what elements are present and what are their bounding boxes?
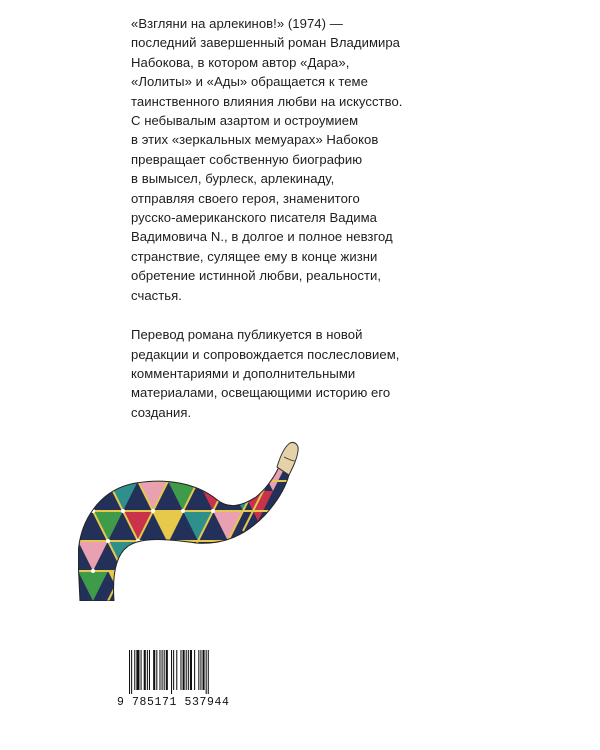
text-line: редакции и сопровождается послесловием, (131, 346, 400, 362)
text-line: отправляя своего героя, знаменитого (131, 190, 360, 206)
text-line: С небывалым азартом и остроумием (131, 113, 359, 129)
text-line: счастья. (131, 287, 182, 303)
description-text (131, 14, 441, 422)
text-line: странствие, сулящее ему в конце жизни (131, 248, 378, 264)
harlequin-leg-illustration (78, 441, 310, 601)
paragraph-2 (131, 325, 441, 422)
tights-pattern (78, 441, 310, 601)
text-line: последний завершенный роман Владимира (131, 35, 401, 51)
text-line: таинственного влияния любви на искусство. (131, 93, 403, 109)
text-line: Набокова, в котором автор «Дара», (131, 54, 350, 70)
paragraph-gap (131, 305, 441, 325)
text-line: материалами, освещающими историю его (131, 385, 391, 401)
text-line: обретение истинной любви, реальности, (131, 268, 382, 284)
text-line: русско-американского писателя Вадима (131, 210, 378, 226)
isbn-barcode (117, 650, 249, 740)
isbn-number: 9 785171 537944 (117, 696, 230, 709)
text-line: Вадимовича N., в долгое и полное невзгод (131, 229, 393, 245)
text-line: «Взгляни на арлекинов!» (1974) — (131, 16, 343, 31)
text-line: в вымысел, бурлеск, арлекинаду, (131, 171, 335, 187)
barcode-bars (129, 650, 249, 694)
text-line: превращает собственную биографию (131, 151, 363, 167)
paragraph-1 (131, 14, 441, 305)
text-line: в этих «зеркальных мемуарах» Набоков (131, 132, 379, 148)
text-line: комментариями и дополнительными (131, 365, 356, 381)
text-line: Перевод романа публикуется в новой (131, 327, 363, 343)
text-line: создания. (131, 404, 192, 420)
text-line: «Лолиты» и «Ады» обращается к теме (131, 74, 368, 90)
